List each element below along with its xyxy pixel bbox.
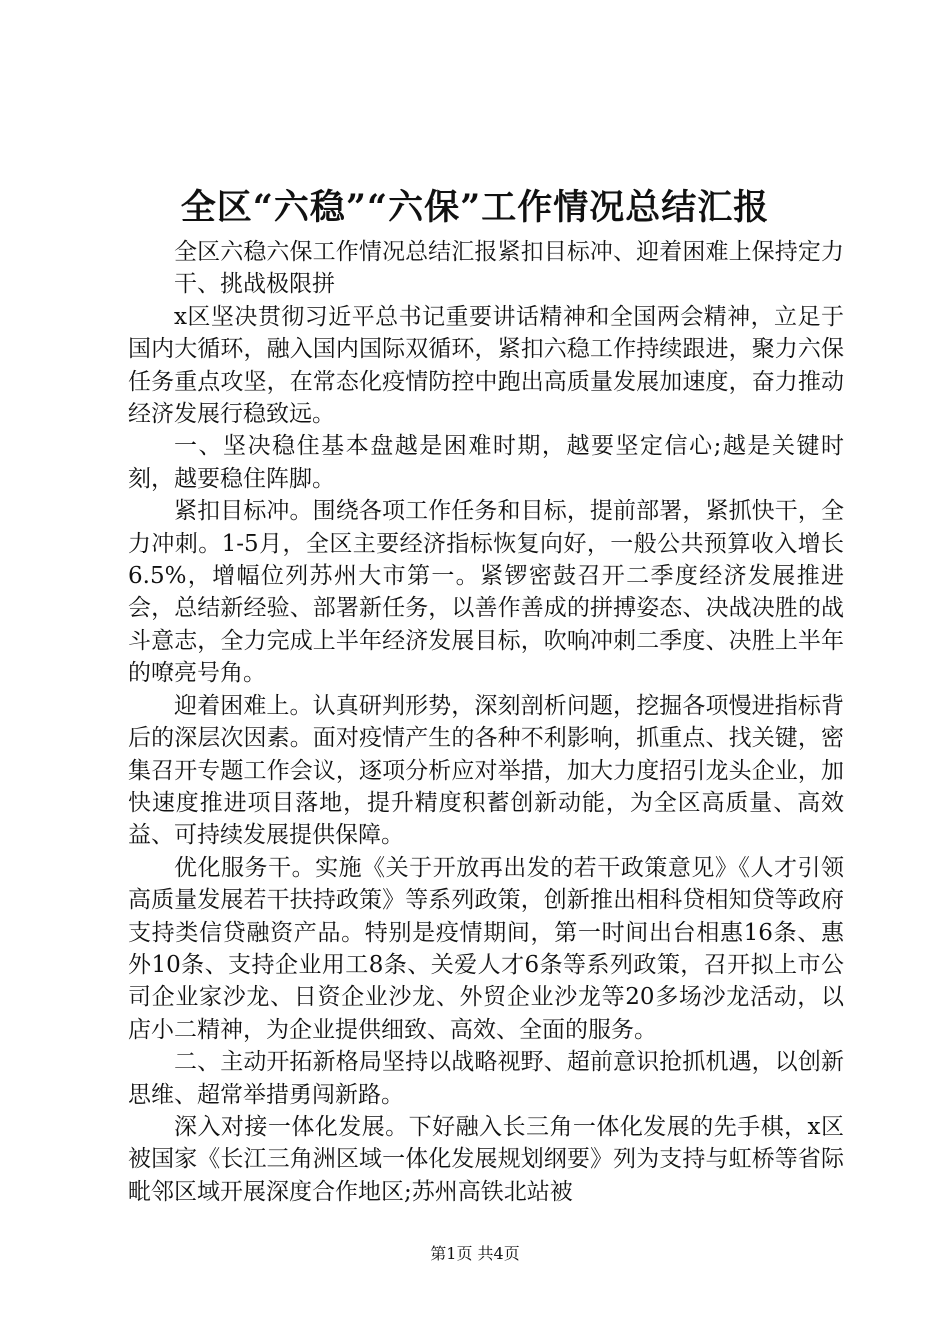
- paragraph: 迎着困难上。认真研判形势，深刻剖析问题，挖掘各项慢进指标背后的深层次因素。面对疫情产生的各种不利影响，抓重点、找关键，密集召开专题工作会议，逐项分析应对举措，加大力度招引龙头企业，加快速度推进项目落地，提升精度积蓄创新动能，为全区高质量、高效益、可持续发展提供保障。: [128, 692, 844, 849]
- document-body: [128, 236, 844, 1208]
- document-subtitle: 全区六稳六保工作情况总结汇报紧扣目标冲、迎着困难上保持定力干、挑战极限拼: [174, 239, 844, 298]
- page-footer: 第1页 共4页: [430, 1244, 520, 1263]
- document-title: 全区“六稳”“六保”工作情况总结汇报: [180, 187, 770, 228]
- paragraph: 紧扣目标冲。围绕各项工作任务和目标，提前部署，紧抓快干，全力冲刺。1-5月，全区主要经济指标恢复向好，一般公共预算收入增长6.5%，增幅位列苏州大市第一。紧锣密鼓召开二季度经济发展推进会，总结新经验、部署新任务，以善作善成的拼搏姿态、决战决胜的战斗意志，全力完成上半年经济发展目标，吹响冲刺二季度、决胜上半年的嘹亮号角。: [128, 498, 844, 687]
- paragraph: 优化服务干。实施《关于开放再出发的若干政策意见》《人才引领高质量发展若干扶持政策》等系列政策，创新推出相科贷相知贷等政府支持类信贷融资产品。特别是疫情期间，第一时间出台相惠16条、惠外10条、支持企业用工8条、关爱人才6条等系列政策，召开拟上市公司企业家沙龙、日资企业沙龙、外贸企业沙龙等20多场沙龙活动，以店小二精神，为企业提供细致、高效、全面的服务。: [128, 854, 844, 1043]
- section-heading-paragraph: 二、主动开拓新格局坚持以战略视野、超前意识抢抓机遇，以创新思维、超常举措勇闯新路。: [128, 1049, 844, 1108]
- paragraph: x区坚决贯彻习近平总书记重要讲话精神和全国两会精神，立足于国内大循环，融入国内国际双循环，紧扣六稳工作持续跟进，聚力六保任务重点攻坚，在常态化疫情防控中跑出高质量发展加速度，奋力推动经济发展行稳致远。: [128, 303, 844, 428]
- section-heading-paragraph: 一、坚决稳住基本盘越是困难时期，越要坚定信心;越是关键时刻，越要稳住阵脚。: [128, 433, 844, 492]
- paragraph: 深入对接一体化发展。下好融入长三角一体化发展的先手棋，x区被国家《长江三角洲区域一体化发展规划纲要》列为支持与虹桥等省际毗邻区域开展深度合作地区;苏州高铁北站被: [128, 1113, 844, 1205]
